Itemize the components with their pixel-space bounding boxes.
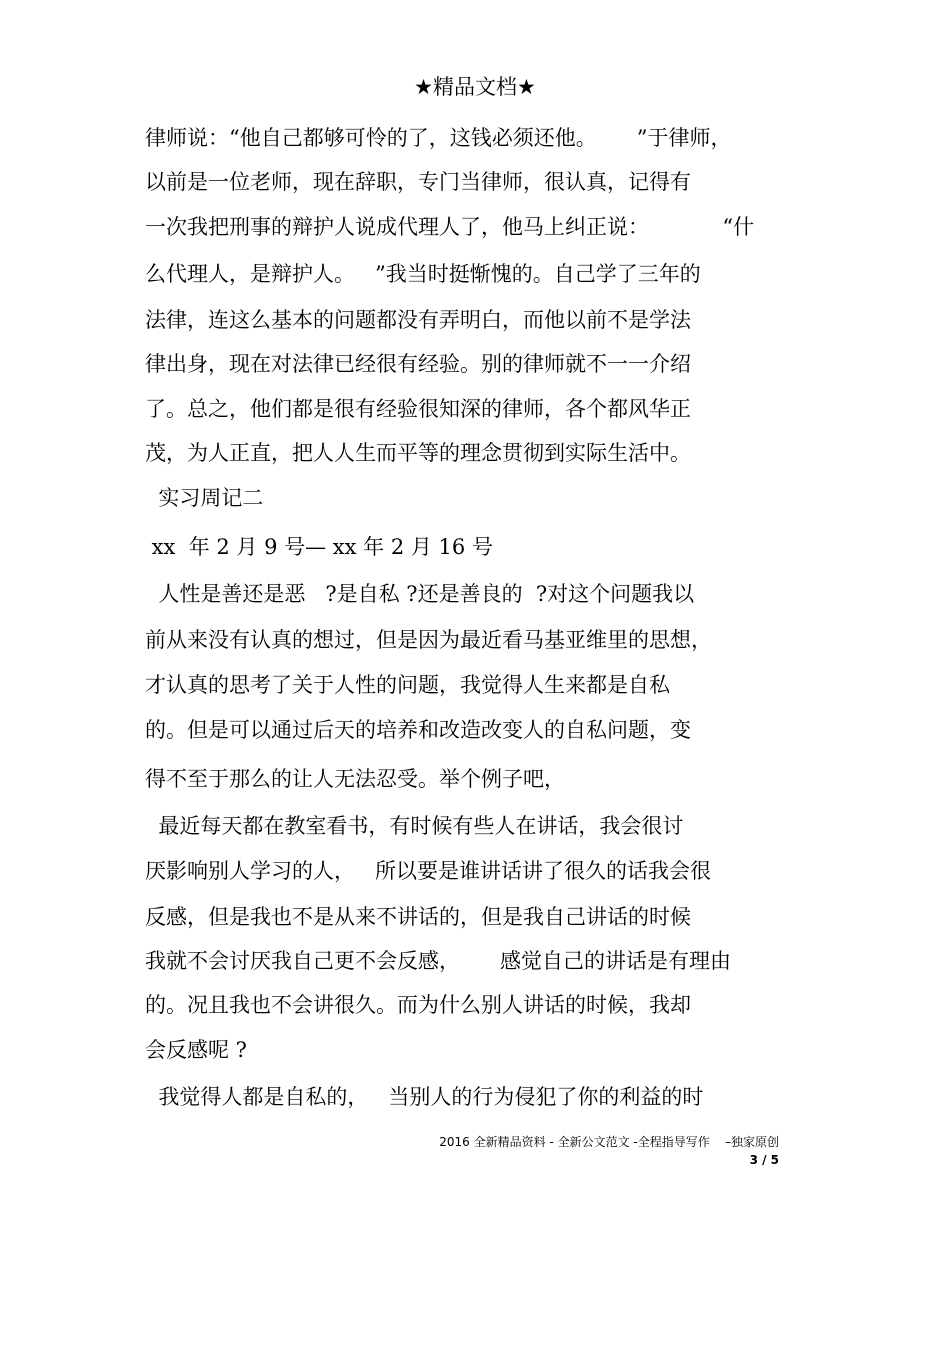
text-line: 反感，但是我也不是从来不讲话的，但是我自己讲话的时候	[145, 905, 691, 929]
text-line: 人性是善还是恶 ?是自私 ?还是善良的 ?对这个问题我以	[145, 582, 695, 606]
text-line: 实习周记二	[145, 486, 264, 510]
text-line: 了。总之，他们都是很有经验很知深的律师，各个都风华正	[145, 397, 691, 421]
text-line: 会反感呢 ?	[145, 1038, 247, 1062]
text-line: 以前是一位老师，现在辞职，专门当律师，很认真，记得有	[145, 170, 691, 194]
text-line: xx 年 2 月 9 号— xx 年 2 月 16 号	[145, 535, 493, 559]
page-header-title: ★精品文档★	[414, 75, 536, 99]
text-line: 厌影响别人学习的人， 所以要是谁讲话讲了很久的话我会很	[145, 859, 712, 883]
text-line: 么代理人，是辩护人。 ”我当时挺惭愧的。自己学了三年的	[145, 262, 701, 286]
text-line: 才认真的思考了关于人性的问题，我觉得人生来都是自私	[145, 673, 670, 697]
text-line: 的。况且我也不会讲很久。而为什么别人讲话的时候，我却	[145, 993, 691, 1017]
text-line: 律出身，现在对法律已经很有经验。别的律师就不一一介绍	[145, 352, 691, 376]
text-line: 我觉得人都是自私的， 当别人的行为侵犯了你的利益的时	[145, 1085, 704, 1109]
footer-text: 2016 全新精品资料 - 全新公文范文 -全程指导写作 –独家原创	[439, 1135, 779, 1149]
text-line: 我就不会讨厌我自己更不会反感， 感觉自己的讲话是有理由	[145, 949, 732, 973]
text-line: 的。但是可以通过后天的培养和改造改变人的自私问题，变	[145, 718, 691, 742]
text-line: 最近每天都在教室看书，有时候有些人在讲话，我会很讨	[145, 814, 684, 838]
text-line: 得不至于那么的让人无法忍受。举个例子吧，	[145, 767, 565, 791]
text-line: 前从来没有认真的想过，但是因为最近看马基亚维里的思想，	[145, 628, 712, 652]
text-line: 律师说：“他自己都够可怜的了，这钱必须还他。 ”于律师，	[145, 126, 732, 150]
page-number: 3 / 5	[749, 1153, 779, 1167]
text-line: 茂，为人正直，把人人生而平等的理念贯彻到实际生活中。	[145, 441, 691, 465]
text-line: 法律，连这么基本的问题都没有弄明白，而他以前不是学法	[145, 308, 691, 332]
text-line: 一次我把刑事的辩护人说成代理人了，他马上纠正说： “什	[145, 215, 755, 239]
